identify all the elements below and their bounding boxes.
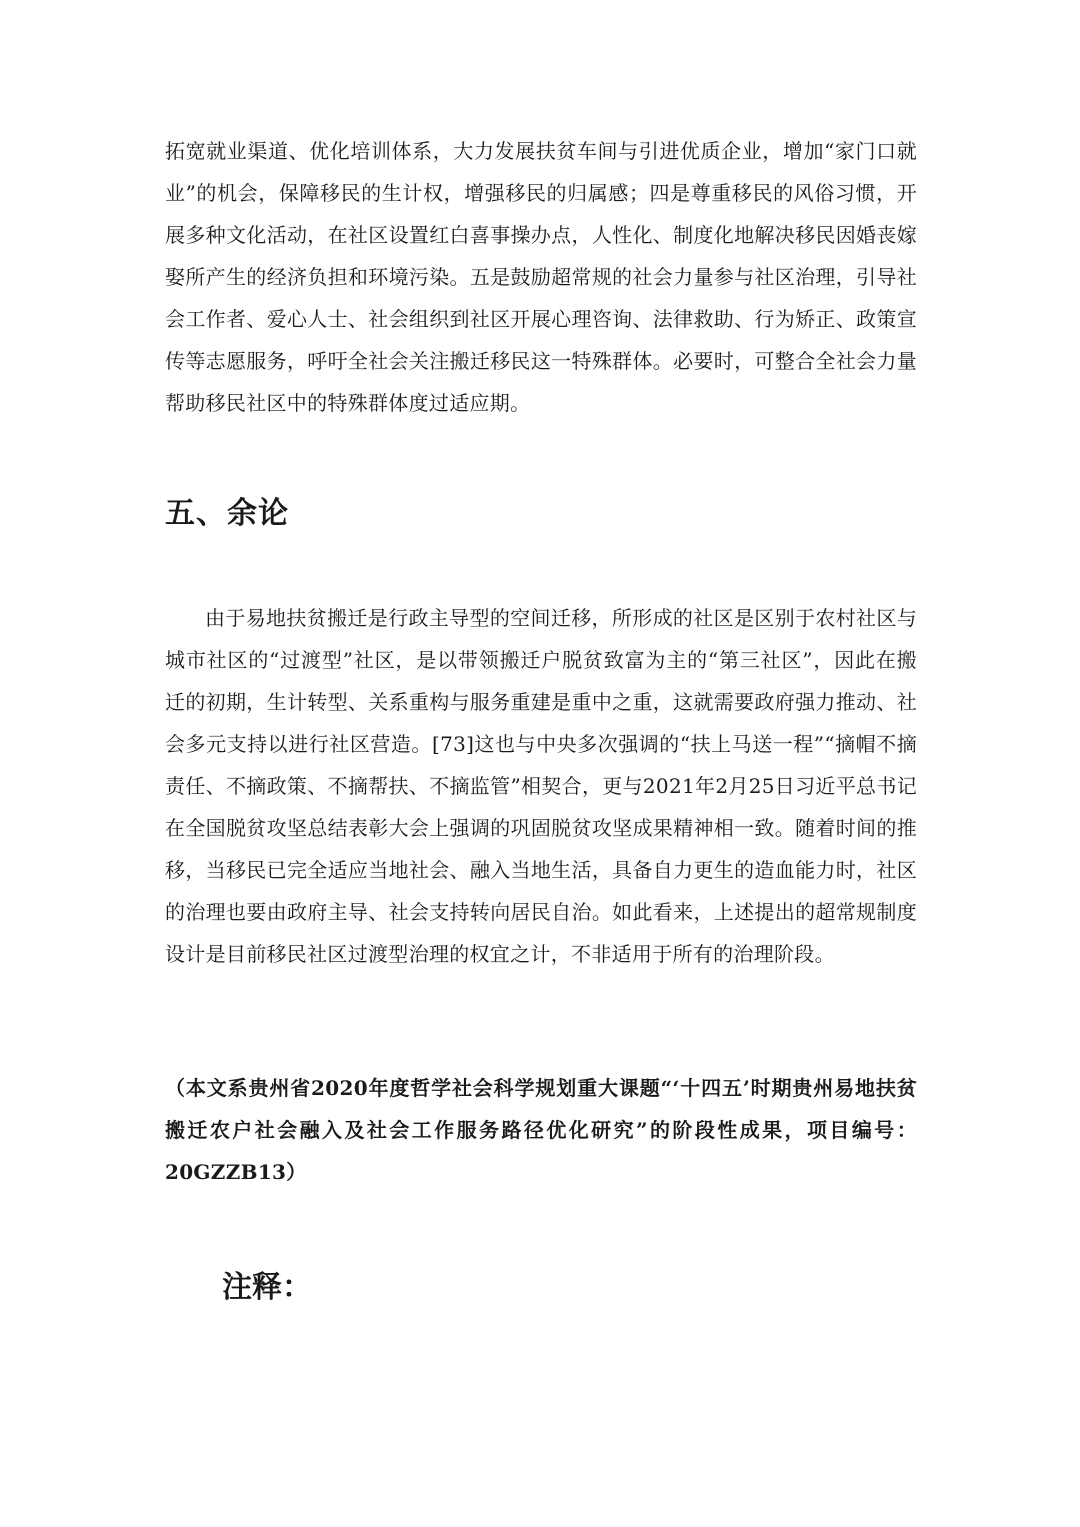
body-paragraph-conclusion: 由于易地扶贫搬迁是行政主导型的空间迁移，所形成的社区是区别于农村社区与城市社区的“过渡型”社区，是以带领搬迁户脱贫致富为主的“第三社区”，因此在搬迁的初期，生计转型、关系重构与服务重建是重中之重，这就需要政府强力推动、社会多元支持以进行社区营造。[73]这也与中央多次强调的“扶上马送一程”“摘帽不摘责任、不摘政策、不摘帮扶、不摘监管”相契合，更与2021年2月25日习近平总书记在全国脱贫攻坚总结表彰大会上强调的巩固脱贫攻坚成果精神相一致。随着时间的推移，当移民已完全适应当地社会、融入当地生活，具备自力更生的造血能力时，社区的治理也要由政府主导、社会支持转向居民自治。如此看来，上述提出的超常规制度设计是目前移民社区过渡型治理的权宜之计，不非适用于所有的治理阶段。	[165, 606, 917, 966]
notes-heading: 注释：	[222, 1270, 312, 1305]
section-heading: 五、余论	[165, 496, 289, 531]
body-paragraph-continued: 拓宽就业渠道、优化培训体系，大力发展扶贫车间与引进优质企业，增加“家门口就业”的机会，保障移民的生计权，增强移民的归属感；四是尊重移民的风俗习惯，开展多种文化活动，在社区设置红白喜事操办点，人性化、制度化地解决移民因婚丧嫁娶所产生的经济负担和环境污染。五是鼓励超常规的社会力量参与社区治理，引导社会工作者、爱心人士、社会组织到社区开展心理咨询、法律救助、行为矫正、政策宣传等志愿服务，呼吁全社会关注搬迁移民这一特殊群体。必要时，可整合全社会力量帮助移民社区中的特殊群体度过适应期。	[165, 139, 917, 415]
funding-note: （本文系贵州省2020年度哲学社会科学规划重大课题“‘十四五’时期贵州易地扶贫搬迁农户社会融入及社会工作服务路径优化研究”的阶段性成果，项目编号：20GZZB13）	[165, 1076, 917, 1184]
